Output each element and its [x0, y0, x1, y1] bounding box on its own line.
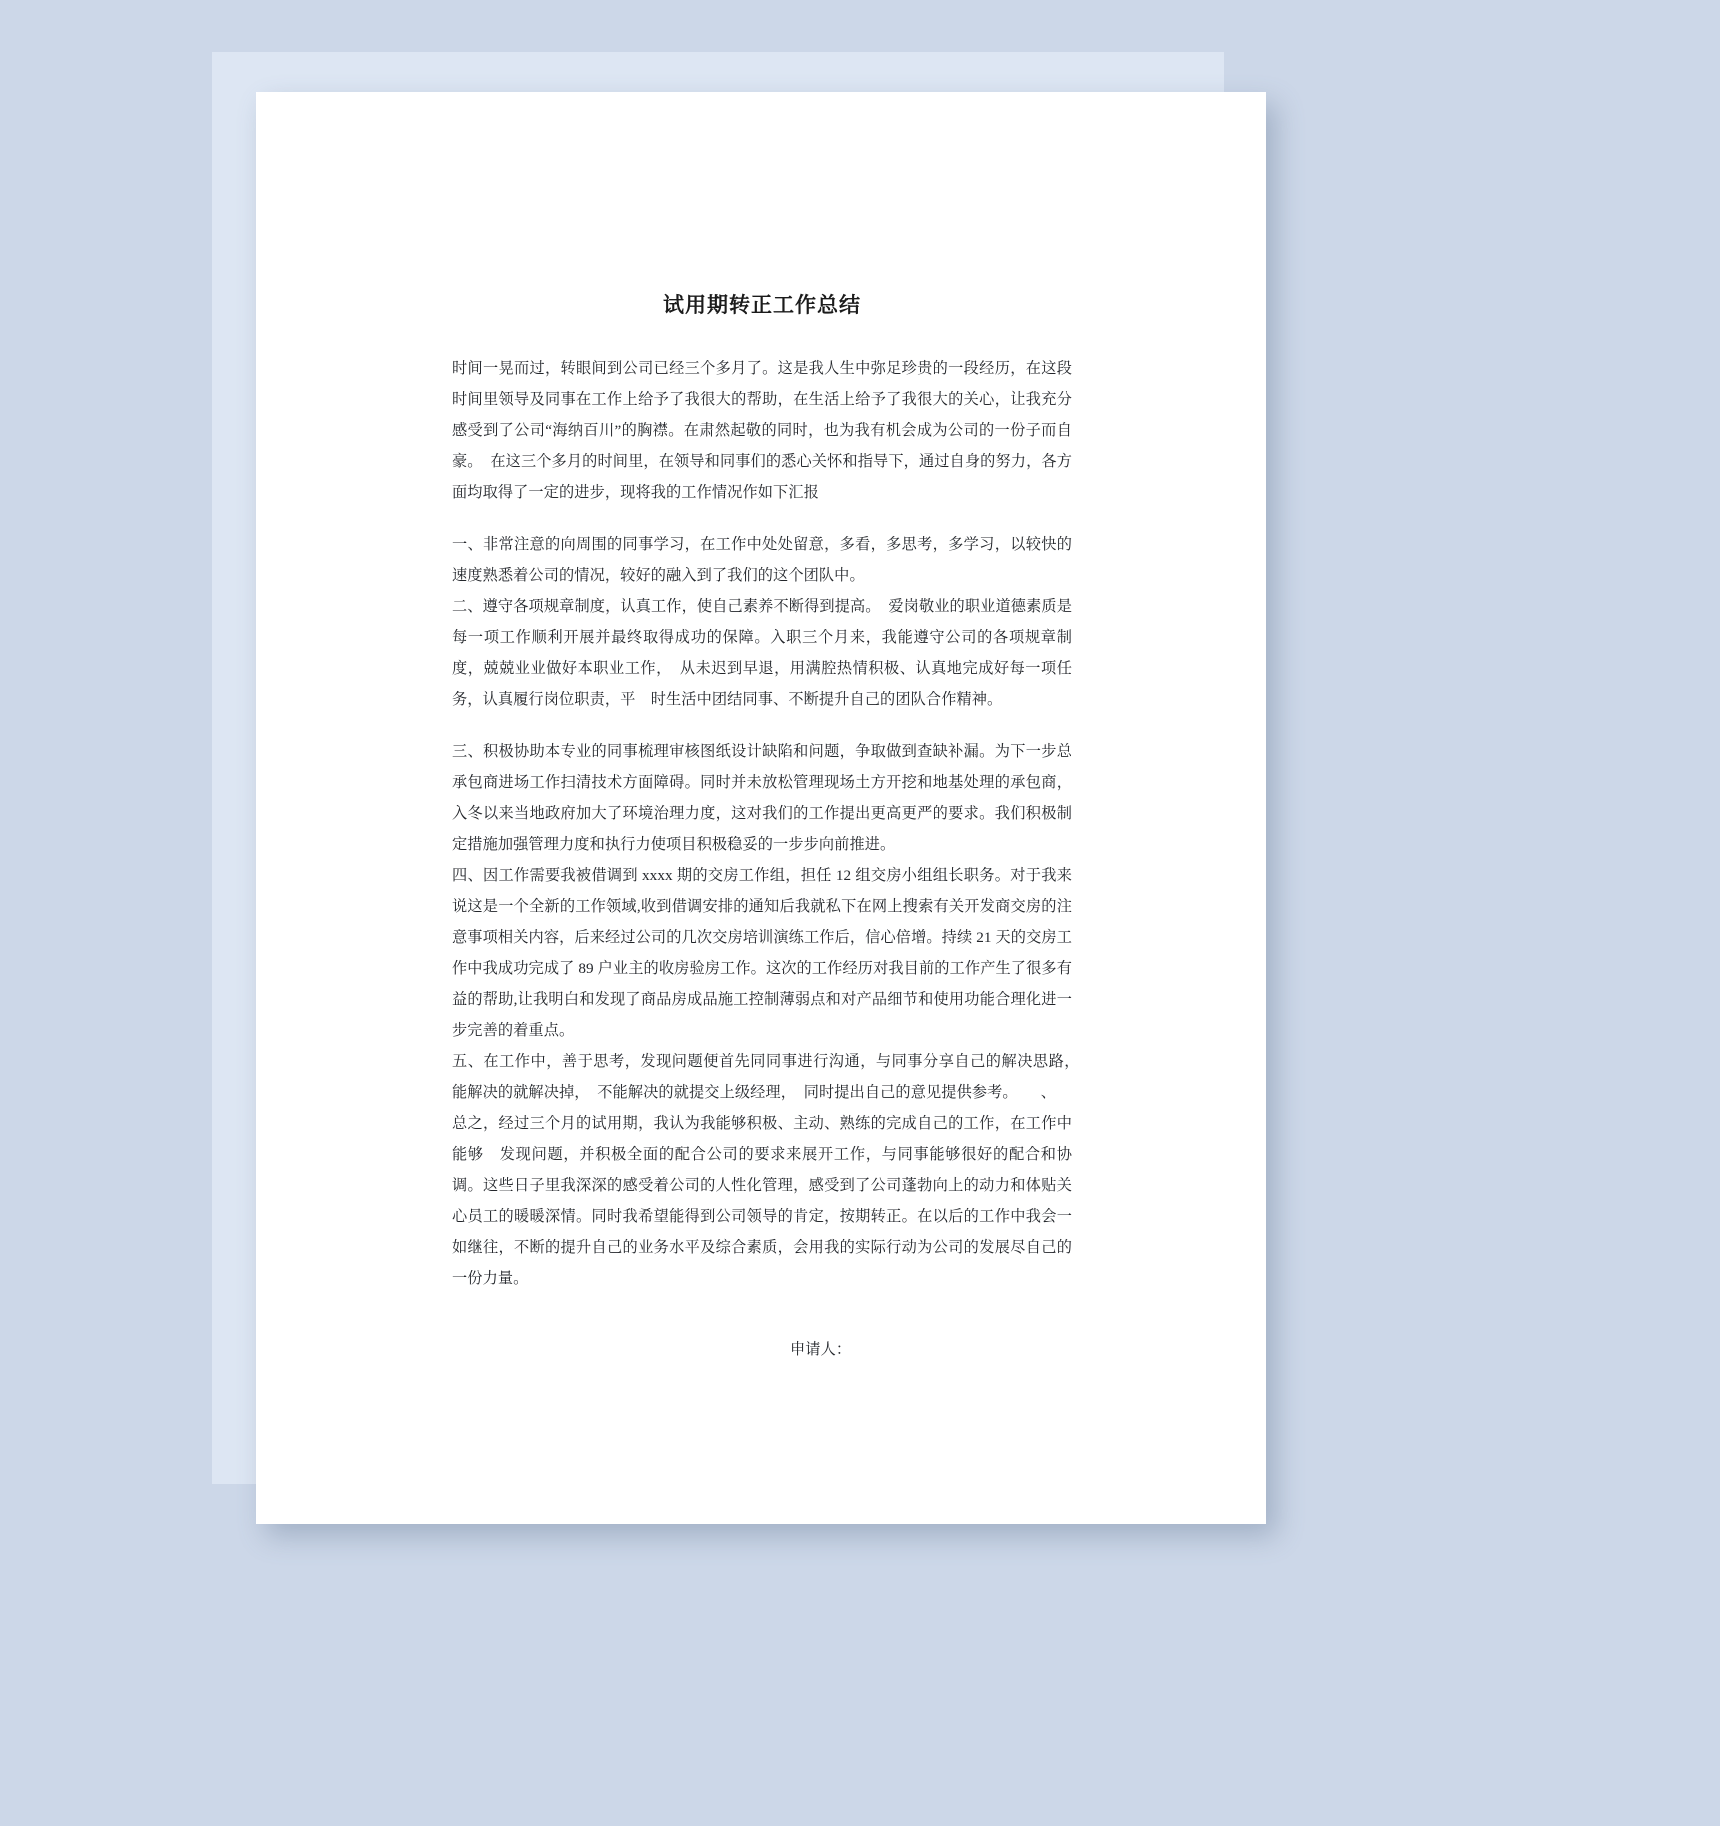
document-page: [256, 92, 1266, 1524]
paragraph-intro: 时间一晃而过，转眼间到公司已经三个多月了。这是我人生中弥足珍贵的一段经历，在这段时间里领导及同事在工作上给予了我很大的帮助，在生活上给予了我很大的关心，让我充分感受到了公司“海纳百川”的胸襟。在肃然起敬的同时，也为我有机会成为公司的一份子而自豪。 在这三个多月的时间里，在领导和同事们的悉心关怀和指导下，通过自身的努力，各方面均取得了一定的进步，现将我的工作情况作如下汇报: [452, 360, 1072, 502]
paragraph-item-4: 四、因工作需要我被借调到 xxxx 期的交房工作组，担任 12 组交房小组组长职务。对于我来说这是一个全新的工作领域,收到借调安排的通知后我就私下在网上搜索有关开发商交房的注意事项相关内容，后来经过公司的几次交房培训演练工作后，信心倍增。持续 21 天的交房工作中我成功完成了 89 户业主的收房验房工作。这次的工作经历对我目前的工作产生了很多有益的帮助,让我明白和发现了商品房成品施工控制薄弱点和对产品细节和使用功能合理化进一步完善的着重点。: [452, 867, 1072, 1040]
paragraph-item-1: 一、非常注意的向周围的同事学习，在工作中处处留意，多看，多思考，多学习，以较快的速度熟悉着公司的情况，较好的融入到了我们的这个团队中。: [452, 536, 1072, 585]
page-title: 试用期转正工作总结: [663, 293, 861, 317]
paragraph-item-5: 五、在工作中，善于思考，发现问题便首先同同事进行沟通，与同事分享自己的解决思路， 能解决的就解决掉， 不能解决的就提交上级经理， 同时提出自己的意见提供参考。 、: [452, 1053, 1088, 1102]
document-body: [452, 292, 1088, 1365]
paragraph-item-3: 三、积极协助本专业的同事梳理审核图纸设计缺陷和问题，争取做到查缺补漏。为下一步总承包商进场工作扫清技术方面障碍。同时并未放松管理现场土方开挖和地基处理的承包商，入冬以来当地政府加大了环境治理力度，这对我们的工作提出更高更严的要求。我们积极制定措施加强管理力度和执行力使项目积极稳妥的一步步向前推进。: [452, 743, 1072, 854]
paragraph-conclusion: 总之，经过三个月的试用期，我认为我能够积极、主动、熟练的完成自己的工作，在工作中能够 发现问题，并积极全面的配合公司的要求来展开工作，与同事能够很好的配合和协调。这些日子里我深深的感受着公司的人性化管理，感受到了公司蓬勃向上的动力和体贴关心员工的暖暖深情。同时我希望能得到公司领导的肯定，按期转正。在以后的工作中我会一如继往，不断的提升自己的业务水平及综合素质，会用我的实际行动为公司的发展尽自己的一份力量。: [452, 1115, 1072, 1288]
signature-line: 申请人：: [790, 1341, 852, 1359]
paragraph-item-2: 二、遵守各项规章制度，认真工作，使自己素养不断得到提高。 爱岗敬业的职业道德素质是每一项工作顺利开展并最终取得成功的保障。入职三个月来，我能遵守公司的各项规章制度，兢兢业业做好本职业工作， 从未迟到早退，用满腔热情积极、认真地完成好每一项任务，认真履行岗位职责，平 时生活中团结同事、不断提升自己的团队合作精神。: [452, 598, 1072, 709]
